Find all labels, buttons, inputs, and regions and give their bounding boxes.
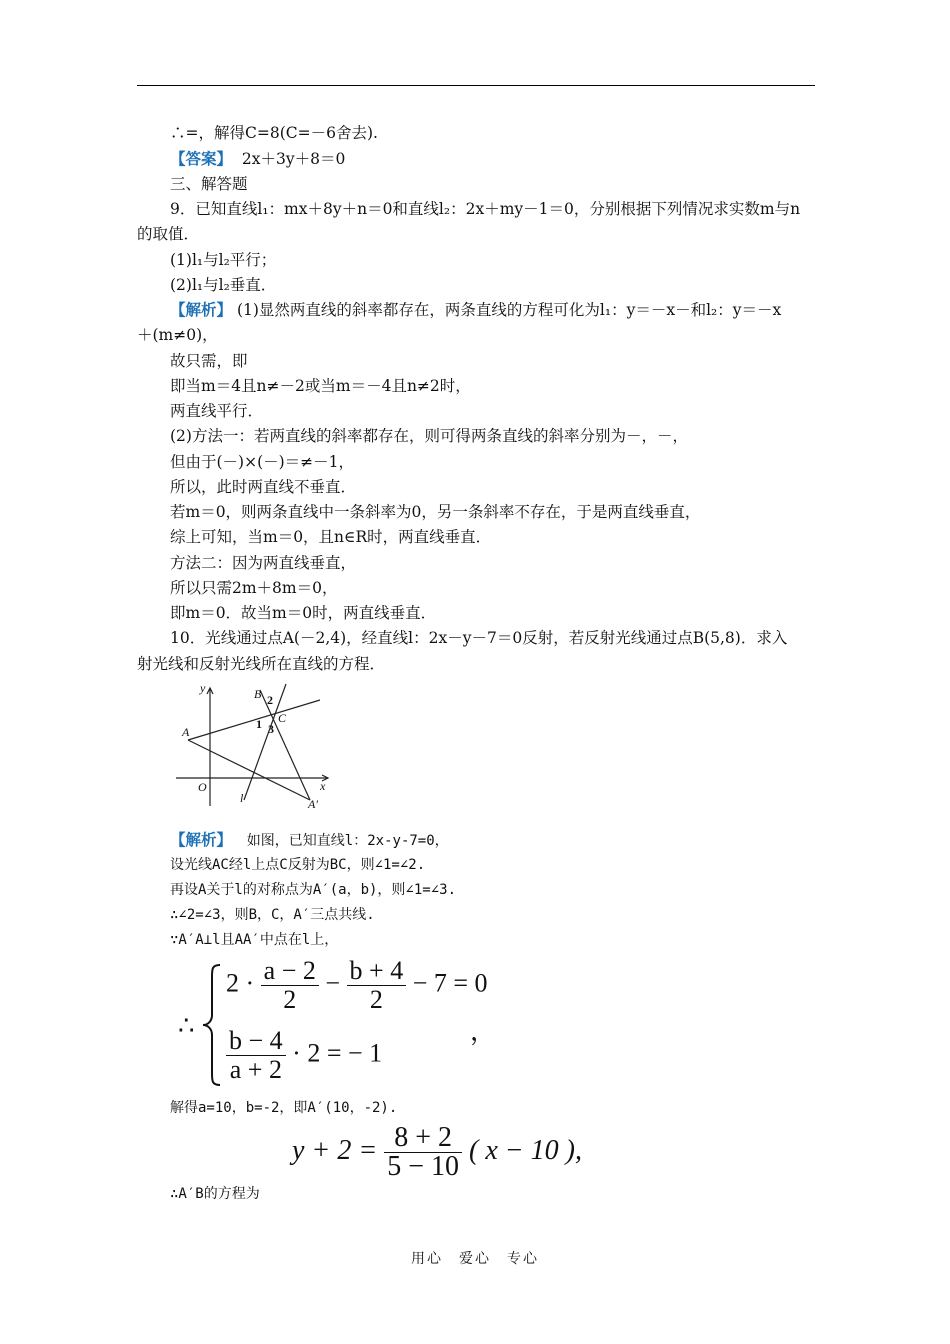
label-angle-3: 3 [268, 722, 274, 736]
label-b: B [254, 687, 262, 701]
page-footer: 用心 爱心 专心 [411, 1251, 539, 1267]
line-eq-denominator: 5 − 10 [387, 1151, 460, 1182]
solution-10-line2: 设光线AC经l上点C反射为BC，则∠1=∠2. [170, 857, 426, 873]
equation-2 [226, 1027, 382, 1084]
line-eq-comma: , [575, 1134, 582, 1166]
reflection-figure [170, 678, 340, 812]
solution-9-line11: 方法二：因为两直线垂直， [170, 554, 357, 572]
label-c: C [278, 711, 287, 725]
solution-9-line9: 若m＝0，则两条直线中一条斜率为0，另一条斜率不存在，于是两直线垂直， [170, 503, 701, 521]
problem-9-part2: (2)l₁与l₂垂直． [170, 276, 277, 294]
equation-system [178, 955, 498, 1090]
system-brace [200, 963, 222, 1087]
equation-1 [226, 957, 488, 1014]
label-a-prime: A′ [308, 797, 318, 811]
solution-9-line10: 综上可知，当m＝0，且n∈R时，两直线垂直． [170, 528, 492, 546]
line-a-to-right [188, 700, 320, 740]
line-answer-c: ∴=，解得C=8(C=－6舍去). [170, 124, 378, 142]
problem-9-line2: 的取值． [137, 225, 200, 243]
label-y: y [200, 681, 206, 695]
eq2-denominator: a + 2 [229, 1055, 282, 1084]
eq1-minus: − [325, 968, 341, 998]
label-a: A [182, 725, 190, 739]
solution-9-line3: 故只需，即 [170, 352, 248, 370]
answer-tag: 【答案】 [170, 149, 233, 168]
solution-10-line6: 解得a=10，b=-2，即A′(10，-2). [170, 1100, 398, 1116]
solution-10-line5: ∵A′A⊥l且AA′中点在l上， [170, 932, 339, 948]
line-eq-numerator: 8 + 2 [384, 1124, 462, 1153]
system-comma: ， [470, 1017, 497, 1046]
line-eq-lhs: y + 2 = [292, 1134, 378, 1166]
header-rule [137, 85, 815, 86]
line-eq-fraction [384, 1124, 462, 1181]
solution-10-line1 [170, 830, 449, 851]
section-heading: 三、解答题 [170, 175, 248, 193]
eq1-tail: − 7 = 0 [412, 968, 488, 998]
therefore-symbol: ∴ [178, 1011, 195, 1040]
label-l: l [240, 791, 244, 805]
eq1-lead: 2 · [226, 968, 255, 998]
problem-9-part1: (1)l₁与l₂平行； [170, 251, 277, 269]
label-angle-2: 2 [267, 693, 273, 707]
solution-10-tag: 【解析】 [170, 830, 233, 849]
problem-10-line1: 10．光线通过点A(－2,4)，经直线l：2x－y－7＝0反射，若反射光线通过点B(5,8)．求入 [170, 629, 788, 647]
solution-10-line7: ∴A′B的方程为 [170, 1186, 260, 1202]
eq1-fraction-1 [261, 957, 319, 1014]
line-equation [292, 1124, 582, 1181]
solution-9-line8: 所以，此时两直线不垂直． [170, 478, 357, 496]
problem-10-line2: 射光线和反射光线所在直线的方程． [137, 655, 386, 673]
label-angle-1: 1 [256, 717, 262, 731]
solution-9-line5: 两直线平行． [170, 402, 264, 420]
eq2-numerator: b − 4 [226, 1027, 286, 1056]
solution-9-line1 [170, 300, 781, 320]
solution-9-line2: ＋(m≠0)， [137, 326, 218, 344]
label-x: x [320, 779, 326, 793]
solution-10-text1: 如图，已知直线l：2x-y-7=0， [246, 833, 449, 849]
solution-9-text: (1)显然两直线的斜率都存在，两条直线的方程可化为l₁：y＝－x－和l₂：y＝－x [236, 301, 782, 319]
eq1-f2-numerator: b + 4 [347, 957, 407, 986]
solution-tag: 【解析】 [170, 300, 233, 319]
problem-9-line1: 9．已知直线l₁：mx＋8y＋n＝0和直线l₂：2x＋my－1＝0，分别根据下列情况求实数m与n [170, 200, 801, 218]
eq1-f1-denominator: 2 [283, 985, 297, 1014]
solution-9-line13: 即m＝0．故当m＝0时，两直线垂直． [170, 604, 437, 622]
eq2-tail: · 2 = − 1 [292, 1038, 383, 1068]
solution-9-line4: 即当m＝4且n≠－2或当m＝－4且n≠2时， [170, 377, 471, 395]
eq2-fraction [226, 1027, 286, 1084]
answer-text: 2x＋3y＋8＝0 [241, 150, 346, 168]
answer-line [170, 149, 345, 169]
label-o: O [198, 780, 207, 794]
solution-10-line3: 再设A关于l的对称点为A′(a，b)，则∠1=∠3. [170, 882, 457, 898]
eq1-fraction-2 [347, 957, 407, 1014]
solution-9-line6: (2)方法一：若两直线的斜率都存在，则可得两条直线的斜率分别为－，－， [170, 427, 688, 445]
solution-9-line7: 但由于(－)×(－)＝≠－1， [170, 453, 355, 471]
solution-10-line4: ∴∠2=∠3，则B，C，A′三点共线. [170, 907, 375, 923]
line-eq-rhs: ( x − 10 ) [469, 1134, 575, 1166]
eq1-f2-denominator: 2 [369, 985, 383, 1014]
solution-9-line12: 所以只需2m＋8m＝0， [170, 579, 338, 597]
eq1-f1-numerator: a − 2 [261, 957, 319, 986]
